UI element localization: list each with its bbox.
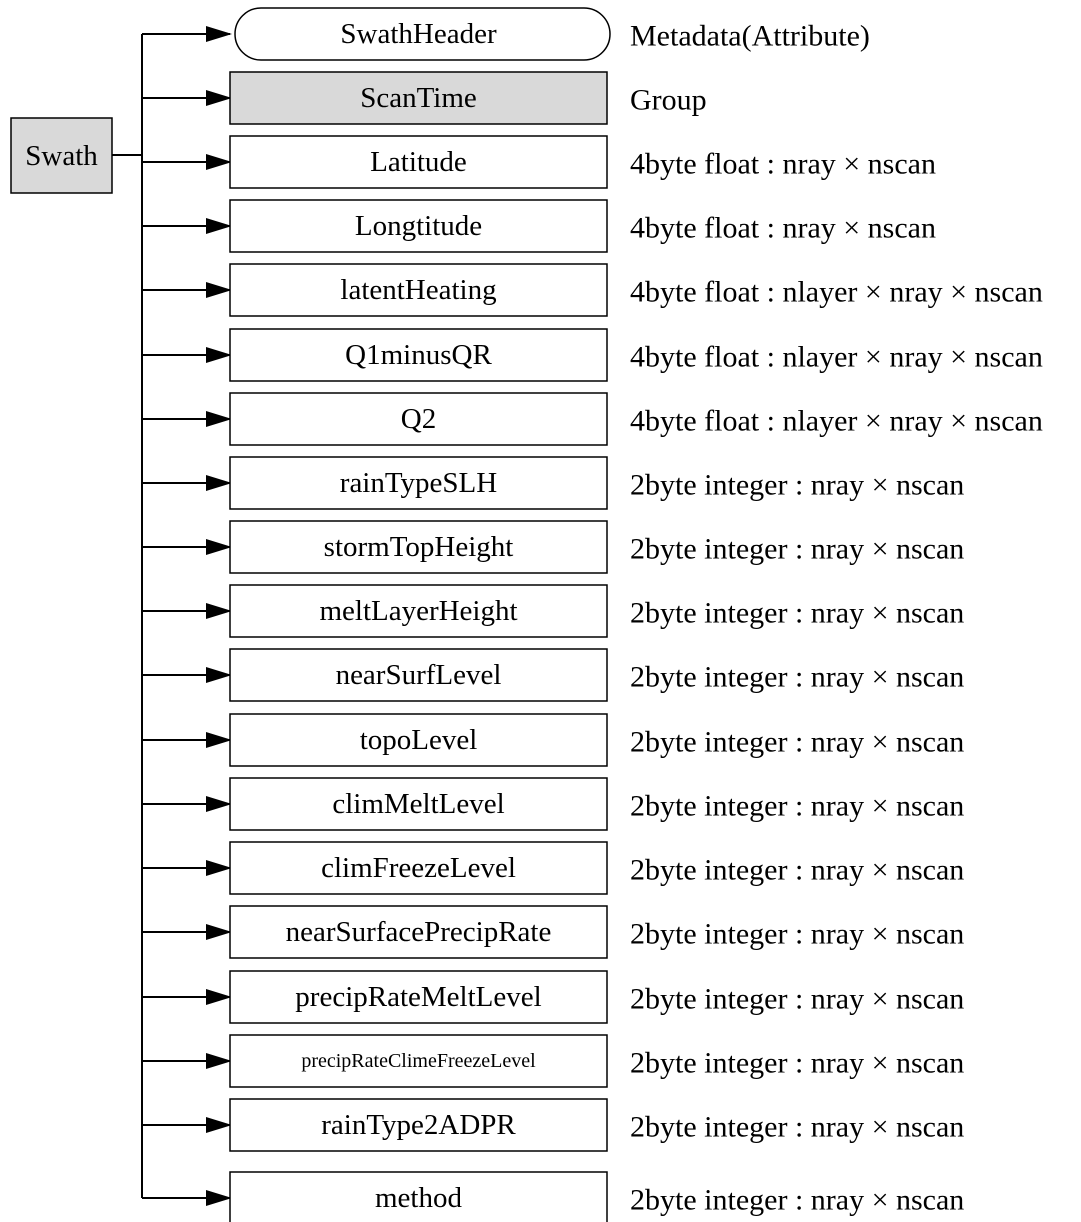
item-row — [142, 714, 964, 766]
item-row — [142, 393, 1043, 445]
field-description: 2byte integer : nray × nscan — [630, 1110, 965, 1144]
item-row — [142, 200, 936, 252]
field-description: 4byte float : nlayer × nray × nscan — [630, 340, 1043, 374]
field-label: meltLayerHeight — [319, 595, 518, 627]
item-row — [142, 329, 1043, 381]
item-row — [142, 1099, 964, 1151]
field-label: Longtitude — [354, 210, 483, 242]
field-label: nearSurfacePrecipRate — [285, 916, 552, 948]
item-row — [142, 72, 707, 124]
item-row — [142, 906, 964, 958]
field-description: 4byte float : nlayer × nray × nscan — [630, 275, 1043, 309]
field-description: Group — [630, 83, 707, 117]
item-row — [142, 842, 964, 894]
field-label: rainTypeSLH — [339, 467, 498, 499]
root-node-label: Swath — [25, 140, 98, 172]
item-row — [142, 521, 964, 573]
field-label: climFreezeLevel — [321, 852, 516, 884]
field-label: Latitude — [370, 146, 467, 178]
field-description: 2byte integer : nray × nscan — [630, 982, 965, 1016]
field-label: Q2 — [400, 403, 437, 435]
field-description: 2byte integer : nray × nscan — [630, 596, 965, 630]
item-row — [142, 585, 964, 637]
field-label: Q1minusQR — [345, 339, 492, 371]
item-row — [142, 457, 964, 509]
field-label: ScanTime — [360, 82, 477, 114]
field-description: 2byte integer : nray × nscan — [630, 532, 965, 566]
item-row — [142, 1035, 964, 1087]
field-description: 2byte integer : nray × nscan — [630, 725, 965, 759]
field-description: 2byte integer : nray × nscan — [630, 1046, 965, 1080]
field-description: 2byte integer : nray × nscan — [630, 917, 965, 951]
field-label: latentHeating — [340, 274, 497, 306]
field-description: 2byte integer : nray × nscan — [630, 468, 965, 502]
field-description: 4byte float : nlayer × nray × nscan — [630, 404, 1043, 438]
field-description: 2byte integer : nray × nscan — [630, 660, 965, 694]
field-label: topoLevel — [359, 724, 478, 756]
field-description: 2byte integer : nray × nscan — [630, 1183, 965, 1217]
field-description: 4byte float : nray × nscan — [630, 211, 936, 245]
item-row — [142, 136, 936, 188]
field-description: Metadata(Attribute) — [630, 19, 870, 53]
item-list — [142, 8, 1043, 1222]
item-row — [142, 778, 964, 830]
item-row — [142, 1172, 964, 1222]
field-label: rainType2ADPR — [321, 1109, 516, 1141]
field-label: climMeltLevel — [332, 788, 505, 820]
field-description: 4byte float : nray × nscan — [630, 147, 936, 181]
field-label: nearSurfLevel — [335, 659, 502, 691]
item-row — [142, 649, 964, 701]
field-label: precipRateClimeFreezeLevel — [301, 1050, 536, 1072]
field-description: 2byte integer : nray × nscan — [630, 853, 965, 887]
item-row — [142, 8, 870, 60]
item-row — [142, 264, 1043, 316]
field-label: SwathHeader — [340, 18, 497, 50]
field-label: method — [375, 1182, 462, 1214]
field-label: stormTopHeight — [323, 531, 514, 563]
field-description: 2byte integer : nray × nscan — [630, 789, 965, 823]
item-row — [142, 971, 964, 1023]
root-node — [11, 118, 112, 193]
field-label: precipRateMeltLevel — [295, 981, 542, 1013]
